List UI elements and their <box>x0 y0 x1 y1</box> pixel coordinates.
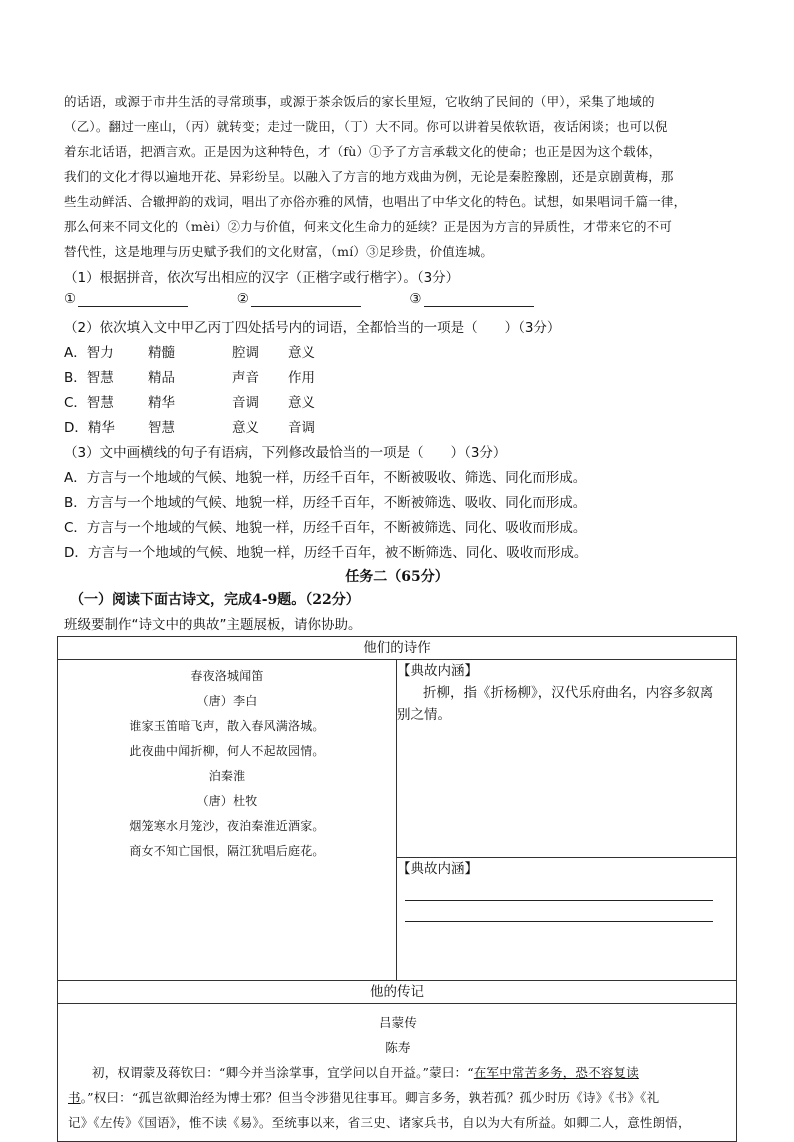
poem2-author: （唐）杜牧 <box>196 794 258 808</box>
allusion-1-cell <box>397 660 737 858</box>
blank-3[interactable] <box>424 292 534 307</box>
allusion-1-text-2: 别之情。 <box>397 707 451 723</box>
allusion-table <box>57 636 737 1142</box>
bio-author: 陈寿 <box>385 1040 411 1055</box>
poem2-line-1: 烟笼寒水月笼沙，夜泊秦淮近酒家。 <box>129 819 325 833</box>
q2-d-2: 智慧 <box>148 420 175 436</box>
q2-option-c[interactable] <box>64 391 315 411</box>
bio-line-1 <box>68 1060 728 1085</box>
question-1: （1）根据拼音，依次写出相应的汉字（正楷字或行楷字）。（3分） <box>64 270 460 286</box>
q2-a-3: 腔调 <box>232 345 259 361</box>
q2-option-d[interactable] <box>64 416 315 436</box>
q2-d-4: 音调 <box>288 420 315 436</box>
passage-line-6: 那么何来不同文化的（mèi）②力与价值，何来文化生命力的延续？正是因为方言的异质性，才带来它的不可 <box>64 219 673 234</box>
q2-a-4: 意义 <box>288 345 315 361</box>
task2-section: （一）阅读下面古诗文，完成4-9题。（22分） <box>70 592 360 608</box>
bio-underlined-1: 在军中常苦多务，恐不容复读 <box>473 1065 639 1080</box>
q2-d-3: 意义 <box>232 420 259 436</box>
task2-title: 任务二（65分） <box>345 569 449 585</box>
bio-line-2 <box>68 1085 728 1110</box>
passage-line-7: 替代性，这是地理与历史赋予我们的文化财富，（mí）③足珍贵，价值连城。 <box>64 244 494 259</box>
q3-option-d[interactable]: D．方言与一个地域的气候、地貌一样，历经千百年，被不断筛选、同化、吸收而形成。 <box>64 545 588 561</box>
blank-2[interactable] <box>251 292 361 307</box>
blank-1-label: ① <box>64 291 77 307</box>
table-header-poems: 他们的诗作 <box>58 637 737 660</box>
task2-intro: 班级要制作“诗文中的典故”主题展板，请你协助。 <box>64 617 362 633</box>
biography-cell <box>58 1004 737 1142</box>
q2-b-4: 作用 <box>288 370 315 386</box>
allusion-2-cell <box>397 858 737 981</box>
bio-line-2-text: 。”权曰：“孤岂欲卿治经为博士邪？但当令涉猎见往事耳。卿言多务，孰若孤？孤少时历《诗》《书》《礼 <box>80 1090 660 1105</box>
passage-line-1: 的话语，或源于市井生活的寻常琐事，或源于茶余饭后的家长里短，它收纳了民间的（甲），采集了地域的 <box>64 94 655 109</box>
q2-c-4: 意义 <box>288 395 315 411</box>
q3-option-a[interactable]: A．方言与一个地域的气候、地貌一样，历经千百年，不断被吸收、筛选、同化而形成。 <box>64 470 587 486</box>
q2-d-1: D．精华 <box>64 420 115 436</box>
q2-b-1: B．智慧 <box>64 370 114 386</box>
question-3: （3）文中画横线的句子有语病，下列修改最恰当的一项是（ ）（3分） <box>64 445 507 461</box>
passage-line-4: 我们的文化才得以遍地开花、异彩纷呈。以融入了方言的地方戏曲为例，无论是秦腔豫剧，还是京剧黄梅，那 <box>64 169 674 184</box>
q2-b-2: 精品 <box>148 370 175 386</box>
q3-option-b[interactable]: B．方言与一个地域的气候、地貌一样，历经千百年，不断被筛选、吸收、同化而形成。 <box>64 495 587 511</box>
bio-line-1-text: 初，权谓蒙及蒋钦曰：“卿今并当涂掌事，宜学问以自开益。”蒙曰：“ <box>92 1065 474 1080</box>
q2-c-1: C．智慧 <box>64 395 114 411</box>
allusion-2-label: 【典故内涵】 <box>397 861 478 877</box>
poem2-line-2: 商女不知亡国恨，隔江犹唱后庭花。 <box>129 844 325 858</box>
table-header-biography: 他的传记 <box>58 981 737 1004</box>
answer-line-2[interactable] <box>405 901 713 922</box>
question-1-blanks <box>64 291 534 307</box>
passage-line-2: （乙）。翻过一座山，（丙）就转变；走过一陇田，（丁）大不同。你可以讲着吴侬软语，夜话闲谈；也可以倪 <box>64 119 668 134</box>
blank-3-label: ③ <box>409 291 422 307</box>
answer-line-1[interactable] <box>405 880 713 901</box>
bio-title: 吕蒙传 <box>378 1015 418 1030</box>
poems-cell <box>58 660 397 981</box>
passage-line-3: 着东北话语，把酒言欢。正是因为这种特色，才（fù）①予了方言承载文化的使命；也正是因为这个载体， <box>64 144 662 159</box>
q2-option-a[interactable] <box>64 341 315 361</box>
q2-c-2: 精华 <box>148 395 175 411</box>
blank-1[interactable] <box>78 292 188 307</box>
poem1-author: （唐）李白 <box>196 694 258 708</box>
poem1-line-2: 此夜曲中闻折柳，何人不起故园情。 <box>129 744 325 758</box>
passage-line-5: 些生动鲜活、合辙押韵的戏词，唱出了亦俗亦雅的风情，也唱出了中华文化的特色。试想，如果唱词千篇一律， <box>64 194 687 209</box>
question-2: （2）依次填入文中甲乙丙丁四处括号内的词语，全都恰当的一项是（ ）（3分） <box>64 320 561 336</box>
q2-option-b[interactable] <box>64 366 315 386</box>
bio-line-3: 记》《左传》《国语》，惟不读《易》。至统事以来，省三史、诸家兵书，自以为大有所益。如卿二人，意性朗悟， <box>68 1115 691 1130</box>
allusion-1-text-1: 折柳，指《折杨柳》，汉代乐府曲名，内容多叙离 <box>423 685 714 701</box>
q2-a-2: 精髓 <box>148 345 175 361</box>
blank-2-label: ② <box>236 291 249 307</box>
poem1-title: 春夜洛城闻笛 <box>190 669 264 683</box>
poem1-line-1: 谁家玉笛暗飞声，散入春风满洛城。 <box>129 719 325 733</box>
q2-b-3: 声音 <box>232 370 259 386</box>
poem2-title: 泊秦淮 <box>208 769 246 783</box>
bio-underlined-2: 书 <box>68 1090 81 1105</box>
q2-a-1: A．智力 <box>64 345 114 361</box>
allusion-1-label: 【典故内涵】 <box>397 663 478 679</box>
q3-option-c[interactable]: C．方言与一个地域的气候、地貌一样，历经千百年，不断被筛选、同化、吸收而形成。 <box>64 520 587 536</box>
q2-c-3: 音调 <box>232 395 259 411</box>
